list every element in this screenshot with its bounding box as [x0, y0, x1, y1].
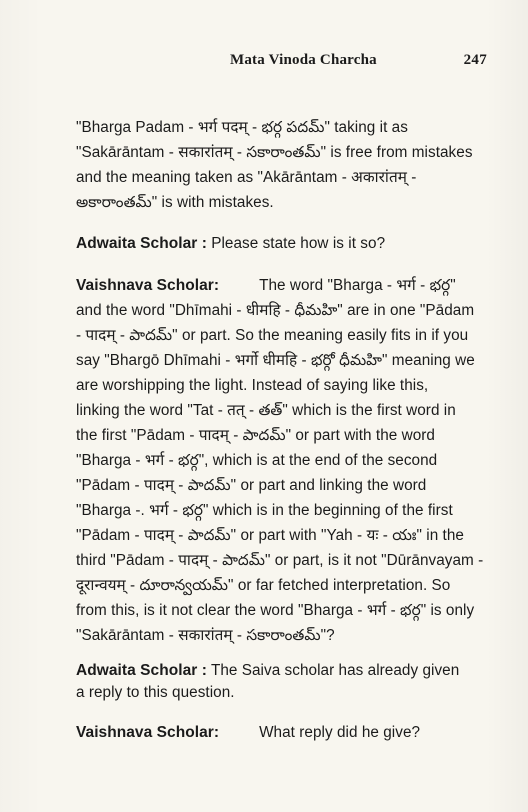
answer-line: third "Pādam - पादम् - పాదమ్" or part, is it not "Dūrānvayam -	[76, 552, 484, 569]
question-text: Please state how is it so?	[211, 235, 386, 252]
page-header	[76, 52, 490, 72]
paragraph-line: "Bharga Padam - भर्ग पदम् - భర్గ పదమ్" taking it as	[76, 119, 408, 136]
answer-2	[76, 720, 496, 745]
question-2-line-1	[76, 660, 496, 682]
paragraph-line: "Sakārāntam - सकारांतम् - సకారాంతమ్" is free from mistakes	[76, 144, 473, 161]
answer-line: "Bharga -. भर्ग - భర్గ" which is in the beginning of the first	[76, 502, 453, 519]
opening-paragraph	[76, 115, 496, 215]
answer-line: "Pādam - पादम् - పాదమ్" or part and linking the word	[76, 477, 427, 494]
answer-line: say "Bhargō Dhīmahi - भर्गो धीमहि - భర్గో ధీమహి" meaning we	[76, 352, 475, 369]
question-2-line-2: a reply to this question.	[76, 684, 235, 701]
question-1	[76, 231, 496, 256]
running-title: Mata Vinoda Charcha	[230, 52, 377, 68]
speaker-vaishnava: Vaishnava Scholar:	[76, 724, 220, 741]
page-number: 247	[463, 52, 487, 68]
answer-1	[76, 273, 496, 648]
answer-line: The word "Bharga - भर्ग - భర్గ"	[259, 277, 456, 294]
answer-line: from this, is it not clear the word "Bharga - भर्ग - భర్గ" is only	[76, 602, 475, 619]
answer-line: the first "Pādam - पादम् - పాదమ్" or part with the word	[76, 427, 435, 444]
answer-line: and the word "Dhīmahi - धीमहि - ధీమహి" are in one "Pādam	[76, 302, 475, 319]
answer-line: "Pādam - पादम् - పాదమ్" or part with "Yah - यः - యః" in the	[76, 527, 464, 544]
answer-2-text: What reply did he give?	[259, 724, 421, 741]
answer-line: - पादम् - పాదమ్" or part. So the meaning easily fits in if you	[76, 327, 469, 344]
paragraph-line: and the meaning taken as "Akārāntam - अकारांतम् -	[76, 169, 417, 186]
answer-line: are worshipping the light. Instead of saying like this,	[76, 377, 429, 394]
speaker-vaishnava: Vaishnava Scholar:	[76, 277, 220, 294]
question-2-text: The Saiva scholar has already given	[210, 662, 460, 679]
answer-line: दूरान्वयम् - దూరాన్వయమ్" or far fetched interpretation. So	[76, 577, 451, 594]
paragraph-line: అకారాంతమ్" is with mistakes.	[76, 194, 274, 211]
answer-line: linking the word "Tat - तत् - తత్" which is the first word in	[76, 402, 456, 419]
answer-line: "Sakārāntam - सकारांतम् - సకారాంతమ్"?	[76, 627, 335, 644]
answer-line: "Bharga - भर्ग - భర్గ", which is at the end of the second	[76, 452, 438, 469]
speaker-adwaita: Adwaita Scholar :	[76, 235, 207, 252]
speaker-adwaita: Adwaita Scholar :	[76, 662, 207, 679]
question-2	[76, 660, 496, 704]
answer-first-line	[76, 273, 496, 298]
